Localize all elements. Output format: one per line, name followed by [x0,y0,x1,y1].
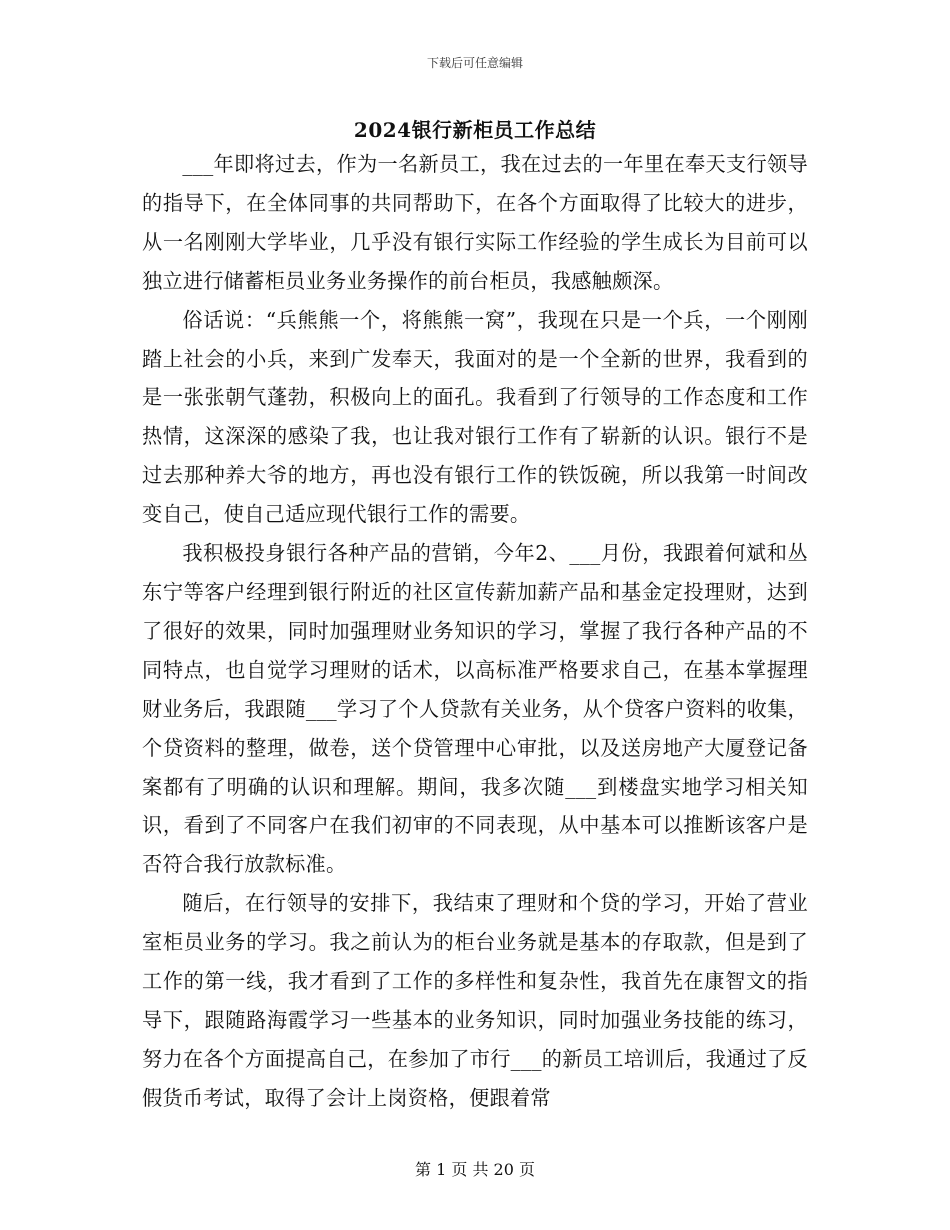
page-number: 第 1 页 共 20 页 [415,1160,535,1179]
document-body [142,145,808,1118]
document-title: 2024银行新柜员工作总结 [353,118,597,142]
header-note: 下载后可任意编辑 [426,56,523,70]
paragraph: 随后，在行领导的安排下，我结束了理财和个贷的学习，开始了营业室柜员业务的学习。我之前认为的柜台业务就是基本的存取款，但是到了工作的第一线，我才看到了工作的多样性和复杂性，我首先在康智文的指导下，跟随路海霞学习一些基本的业务知识，同时加强业务技能的练习，努力在各个方面提高自己，在参加了市行___的新员工培训后，我通过了反假货币考试，取得了会计上岗资格，便跟着常 [142,891,808,1110]
paragraph: ___年即将过去，作为一名新员工，我在过去的一年里在奉天支行领导的指导下，在全体同事的共同帮助下，在各个方面取得了比较大的进步，从一名刚刚大学毕业，几乎没有银行实际工作经验的学生成长为目前可以独立进行储蓄柜员业务业务操作的前台柜员，我感触颇深。 [142,152,808,293]
paragraph: 俗话说：“兵熊熊一个，将熊熊一窝”，我现在只是一个兵，一个刚刚踏上社会的小兵，来到广发奉天，我面对的是一个全新的世界，我看到的是一张张朝气蓬勃，积极向上的面孔。我看到了行领导的工作态度和工作热情，这深深的感染了我，也让我对银行工作有了崭新的认识。银行不是过去那种养大爷的地方，再也没有银行工作的铁饭碗，所以我第一时间改变自己，使自己适应现代银行工作的需要。 [142,307,808,527]
paragraph: 我积极投身银行各种产品的营销，今年2、___月份，我跟着何斌和丛东宁等客户经理到银行附近的社区宣传薪加薪产品和基金定投理财，达到了很好的效果，同时加强理财业务知识的学习，掌握了我行各种产品的不同特点，也自觉学习理财的话术，以高标准严格要求自己，在基本掌握理财业务后，我跟随___学习了个人贷款有关业务，从个贷客户资料的收集，个贷资料的整理，做卷，送个贷管理中心审批，以及送房地产大厦登记备案都有了明确的认识和理解。期间，我多次随___到楼盘实地学习相关知识，看到了不同客户在我们初审的不同表现，从中基本可以推断该客户是否符合我行放款标准。 [142,541,808,877]
